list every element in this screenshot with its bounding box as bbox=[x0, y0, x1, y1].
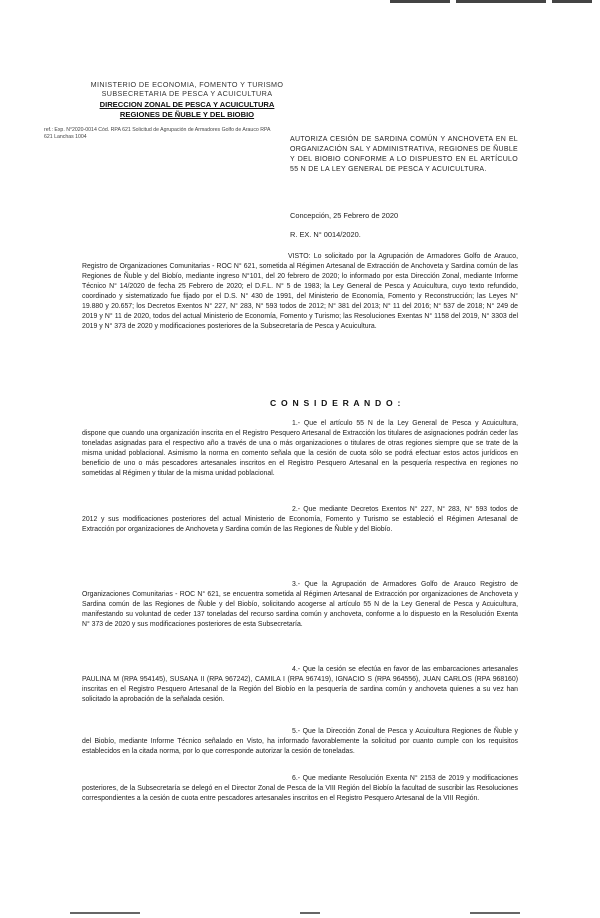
scan-mark bbox=[70, 912, 140, 914]
bottom-scan-marks bbox=[0, 910, 600, 914]
scan-mark bbox=[456, 0, 546, 3]
resolution-number: R. EX. N° 0014/2020. bbox=[290, 230, 361, 239]
subsecretariat-line: SUBSECRETARIA DE PESCA Y ACUICULTURA bbox=[101, 89, 273, 98]
considerando-paragraph-2: 2.- Que mediante Decretos Exentos N° 227, N° 283, N° 593 todos de 2012 y sus modificaciones posteriores del actual Ministerio de Economía, Fomento y Turismo se estableció el Régimen Artesanal de Extracción por organizaciones de Anchoveta y Sardina común de las Regiones de Ñuble y del Biobío. bbox=[82, 506, 518, 533]
considerando-paragraph-1: 1.- Que el artículo 55 N de la Ley General de Pesca y Acuicultura, dispone que cuando una organización inscrita en el Registro Pesquero Artesanal de Extracción los titulares de asignaciones podrán ceder las toneladas asignadas para el respectivo año a través de una o más organizaciones o titulares de otras regiones siempre que se trate de la misma unidad poblacional. Asimismo la norma en comento señala que la cesión de cuota sólo se podrá efectuar estos actos jurídicos en beneficio de uno o más pescadores artesanales inscritos en el Registro Pesquero Artesanal en la pesquería respectiva en regiones no sometidas al Régimen y titular de la misma unidad poblacional. bbox=[82, 420, 518, 477]
visto-paragraph: VISTO: Lo solicitado por la Agrupación de Armadores Golfo de Arauco, Registro de Organizaciones Comunitarias - ROC N° 621, sometida al Régimen Artesanal de Extracción de Anchoveta y Sardina común de las Regiones de Ñuble y del Biobío, mediante ingreso N°101, del 20 febrero de 2020; lo informado por esta Dirección Zonal, mediante Informe Técnico N° 14/2020 de fecha 25 Febrero de 2020; el D.F.L. N° 5 de 1983; la Ley General de Pesca y Acuicultura, cuyo texto refundido, coordinado y sistematizado fue fijado por el D.S. N° 430 de 1991, del Ministerio de Economía, Fomento y Reconstrucción; las Leyes N° 19.880 y 20.657; los Decretos Exentos N° 227, N° 283, N° 593 todos de 2012; N° 381 del 2013; N° 11 del 2016; N° 537 de 2018; N° 249 de 2019 y N° 11 de 2020, todos del actual Ministerio de Economía, Fomento y Turismo; las Resoluciones Exentas N° 1158 del 2019, N° 3303 del 2019 y N° 373 de 2020 y modificaciones posteriores de la Subsecretaría de Pesca y Acuicultura. bbox=[82, 253, 518, 330]
city-date: Concepción, 25 Febrero de 2020 bbox=[290, 211, 399, 220]
zonal-direction-line: DIRECCION ZONAL DE PESCA Y ACUICULTURA bbox=[99, 100, 275, 109]
considerando-paragraph-4: 4.- Que la cesión se efectúa en favor de las embarcaciones artesanales PAULINA M (RPA 954145), SUSANA II (RPA 967242), CAMILA I (RPA 967419), IGNACIO S (RPA 964556), JUAN CARLOS (RPA 968160) inscritas en el Registro Pesquero Artesanal de la Región del Biobío en la pesquería de sardina común y anchoveta quienes a su vez han solicitado la aprobación de la señalada cesión. bbox=[82, 666, 518, 703]
considerando-paragraph-3: 3.- Que la Agrupación de Armadores Golfo de Arauco Registro de Organizaciones Comunitarias - ROC N° 621, se encuentra sometida al Régimen Artesanal de Extracción por organizaciones de Anchoveta y Sardina común de las Regiones de Ñuble y del Biobío, solicitando acogerse al artículo 55 N de la Ley General de Pesca y Acuicultura, manifestando su voluntad de ceder 137 toneladas del recurso sardina común y anchoveta, conforme a lo dispuesto en la Resolución Exenta N° 373 de 2020 y sus modificaciones posteriores de esta Subsecretaría. bbox=[82, 581, 518, 628]
scan-mark bbox=[300, 912, 320, 914]
scan-mark bbox=[552, 0, 592, 3]
ministry-line: MINISTERIO DE ECONOMIA, FOMENTO Y TURISMO bbox=[90, 80, 284, 89]
top-scan-marks bbox=[372, 0, 592, 4]
scan-mark bbox=[390, 0, 450, 3]
scan-mark bbox=[470, 912, 520, 914]
regions-line: REGIONES DE ÑUBLE Y DEL BIOBIO bbox=[119, 110, 255, 119]
considerando-heading: C O N S I D E R A N D O : bbox=[270, 398, 402, 408]
resolution-subject: AUTORIZA CESIÓN DE SARDINA COMÚN Y ANCHOVETA EN EL ORGANIZACIÓN SAL Y ADMINISTRATIVA, REGIONES DE ÑUBLE Y DEL BIOBIO CONFORME A LO DISPUESTO EN EL ARTÍCULO 55 N DE LA LEY GENERAL DE PESCA Y ACUICULTURA. bbox=[290, 136, 518, 173]
reference-line: ref.: Exp. N°2020-0014 Cód. RPA 621 Solicitud de Agrupación de Armadores Golfo de Arauco RPA 621 Lanchas 1004 bbox=[44, 127, 271, 140]
letterhead bbox=[82, 80, 292, 120]
considerando-paragraph-5: 5.- Que la Dirección Zonal de Pesca y Acuicultura Regiones de Ñuble y del Biobío, mediante Informe Técnico señalado en Visto, ha informado favorablemente la solicitud por cuanto cumple con los requisitos establecidos en la citada norma, por lo que corresponde autorizar la cesión de toneladas. bbox=[82, 728, 518, 755]
considerando-paragraph-6: 6.- Que mediante Resolución Exenta N° 2153 de 2019 y modificaciones posteriores, de la Subsecretaría se delegó en el Director Zonal de Pesca de la VIII Región del Biobío la facultad de suscribir las Resoluciones correspondientes a la cesión de cuota entre pescadores artesanales inscritos en el Registro Pesquero Artesanal de la VIII Región. bbox=[82, 775, 518, 802]
